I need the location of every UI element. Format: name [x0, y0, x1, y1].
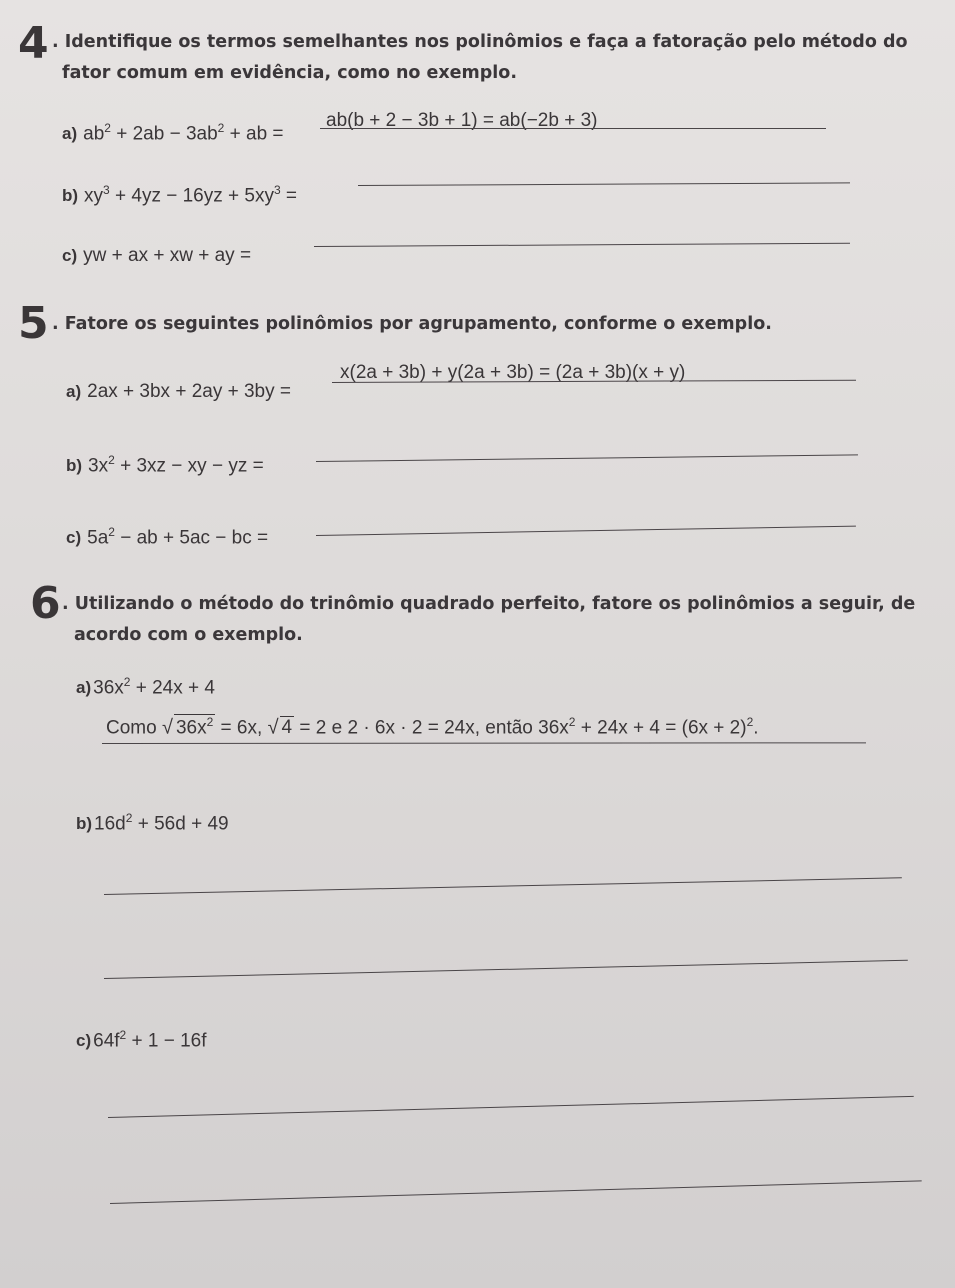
- q5c-label: c): [66, 528, 82, 548]
- q4c-label: c): [62, 246, 78, 265]
- q5b-answer-line[interactable]: [316, 454, 858, 462]
- question-5-text: . Fatore os seguintes polinômios por agrupamento, conforme o exemplo.: [52, 314, 772, 334]
- q6b-answer-line-1[interactable]: [104, 877, 902, 895]
- question-4-text-line2: fator comum em evidência, como no exemplo.: [62, 63, 517, 83]
- q4c-expr-text: yw + ax + xw + ay =: [83, 245, 252, 266]
- q6a-answer-line: [102, 742, 866, 744]
- question-4-number: 4: [18, 18, 49, 69]
- q4a-answer-line: [320, 128, 826, 129]
- q4b-label: b): [62, 186, 79, 206]
- q5b-expression: b) $3x^2 + 3xz$ − xy − yz =: [66, 453, 264, 477]
- question-6-text-line2: acordo com o exemplo.: [74, 625, 303, 645]
- q6a-como: Como: [106, 717, 157, 739]
- question-4-text-line1: . Identifique os termos semelhantes nos polinômios e faça a fatoração pelo método do: [52, 32, 908, 52]
- q6a-label: a): [76, 678, 92, 698]
- q5a-expression: [66, 381, 291, 403]
- q6b-expression: b) $16d^2 + 56d + 49$: [76, 811, 229, 835]
- q6a-worked-example: Como √ $36x^2 = 6x$, √ 4 = 2 e 2 · 6x · 2 = 24x, então $36x^2 + 24x + 4 = (6x + 2)^2$.: [106, 715, 759, 739]
- q4b-answer-line[interactable]: [358, 182, 850, 186]
- q4a-label: a): [62, 124, 78, 144]
- q5c-expression: c) $5a^2$ − ab + 5ac − bc =: [66, 525, 269, 549]
- q6a-then: , então: [474, 717, 533, 739]
- q4c-expression: [62, 245, 251, 267]
- q6b-label: b): [76, 814, 93, 834]
- question-5-number: 5: [18, 298, 49, 349]
- q4a-answer: ab(b + 2 − 3b + 1) = ab(−2b + 3): [326, 110, 598, 131]
- q4a-expression: a) $ab^2 + 2ab - 3ab^2$ + ab =: [62, 121, 284, 145]
- question-6-text-line1: . Utilizando o método do trinômio quadrado perfeito, fatore os polinômios a seguir, de: [62, 594, 916, 614]
- q6c-expression: c) $64f^2 + 1 - 16f$: [76, 1028, 207, 1052]
- q4b-expression: b) $xy^3 + 4yz - 16yz + 5xy^3$ =: [62, 183, 298, 207]
- q5a-answer: x(2a + 3b) + y(2a + 3b) = (2a + 3b)(x + y): [340, 362, 686, 383]
- q6c-label: c): [76, 1031, 92, 1051]
- q6c-answer-line-1[interactable]: [108, 1096, 914, 1118]
- q5a-expr-text: 2ax + 3bx + 2ay + 3by =: [87, 381, 291, 402]
- q6a-expression: a) $36x^2 + 24x + 4$: [76, 675, 215, 699]
- q5b-label: b): [66, 456, 83, 476]
- q4c-answer-line[interactable]: [314, 243, 850, 247]
- q5a-label: a): [66, 382, 82, 401]
- q5c-answer-line[interactable]: [316, 526, 856, 536]
- q6a-and: e: [331, 717, 343, 739]
- q6c-answer-line-2[interactable]: [110, 1180, 922, 1204]
- question-6-number: 6: [30, 578, 61, 629]
- q6b-answer-line-2[interactable]: [104, 960, 908, 979]
